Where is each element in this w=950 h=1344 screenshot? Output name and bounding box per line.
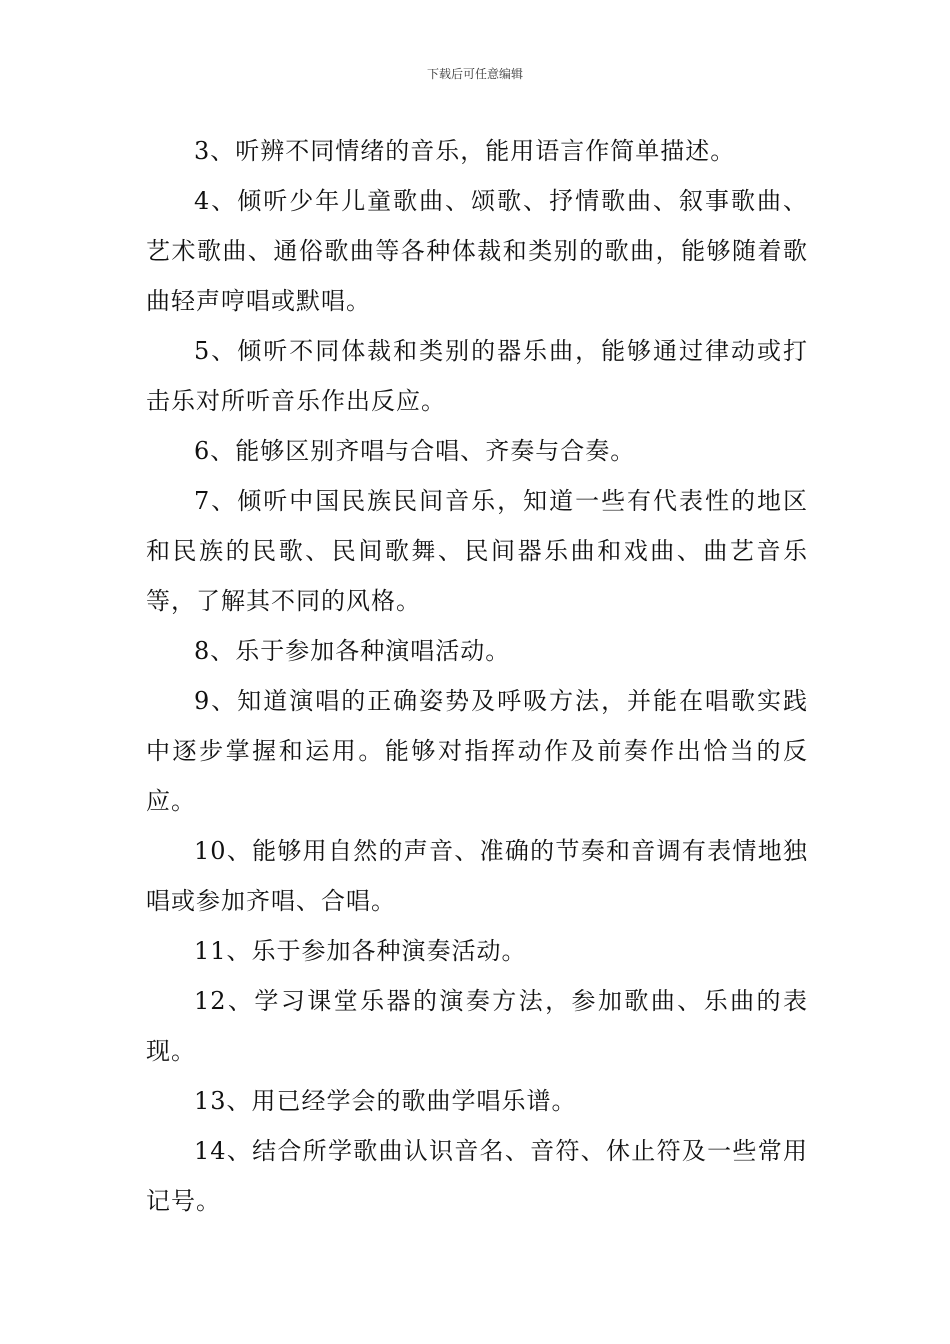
paragraph-item-6: 6、能够区别齐唱与合唱、齐奏与合奏。 <box>194 437 636 465</box>
paragraph-item-9: 9、知道演唱的正确姿势及呼吸方法，并能在唱歌实践中逐步掌握和运用。能够对指挥动作及前奏作出恰当的反应。 <box>146 687 808 815</box>
paragraph-item-12: 12、学习课堂乐器的演奏方法，参加歌曲、乐曲的表现。 <box>146 987 808 1065</box>
page-header-note: 下载后可任意编辑 <box>426 67 523 81</box>
paragraph-item-11: 11、乐于参加各种演奏活动。 <box>194 937 527 965</box>
paragraph-item-5: 5、倾听不同体裁和类别的器乐曲，能够通过律动或打击乐对所听音乐作出反应。 <box>146 337 808 415</box>
paragraph-item-4: 4、倾听少年儿童歌曲、颂歌、抒情歌曲、叙事歌曲、艺术歌曲、通俗歌曲等各种体裁和类别的歌曲，能够随着歌曲轻声哼唱或默唱。 <box>146 187 808 315</box>
paragraph-item-7: 7、倾听中国民族民间音乐，知道一些有代表性的地区和民族的民歌、民间歌舞、民间器乐曲和戏曲、曲艺音乐等，了解其不同的风格。 <box>146 487 808 615</box>
document-body <box>146 126 808 1226</box>
paragraph-item-14: 14、结合所学歌曲认识音名、音符、休止符及一些常用记号。 <box>146 1137 808 1215</box>
paragraph-item-8: 8、乐于参加各种演唱活动。 <box>194 637 511 665</box>
paragraph-item-13: 13、用已经学会的歌曲学唱乐谱。 <box>194 1087 577 1115</box>
paragraph-item-3: 3、听辨不同情绪的音乐，能用语言作简单描述。 <box>194 137 736 165</box>
paragraph-item-10: 10、能够用自然的声音、准确的节奏和音调有表情地独唱或参加齐唱、合唱。 <box>146 837 808 915</box>
